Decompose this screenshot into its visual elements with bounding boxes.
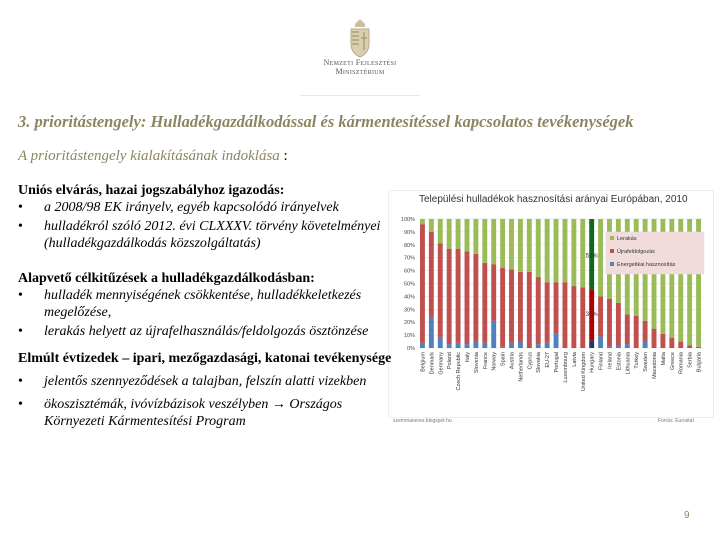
page-title: 3. prioritástengely: Hulladékgazdálkodással és kármentesítéssel kapcsolatos tevékenységek xyxy=(18,112,634,131)
bar--jrafeldolgoz-s xyxy=(527,272,532,348)
chart-source-right: Forrás: Eurostat xyxy=(658,418,694,424)
bar--jrafeldolgoz-s xyxy=(625,314,630,344)
bar-energetikai-hasznos-t-s xyxy=(545,343,550,348)
x-tick-label: Luxembourg xyxy=(562,352,569,383)
y-tick-label: 70% xyxy=(403,255,415,262)
bar--jrafeldolgoz-s xyxy=(669,338,674,348)
bar--jrafeldolgoz-s xyxy=(438,244,443,338)
x-tick-label: Macedonia xyxy=(652,352,659,379)
bar-energetikai-hasznos-t-s xyxy=(598,336,603,348)
x-tick-label: Lithuania xyxy=(625,352,632,375)
divider xyxy=(300,95,420,96)
bar-energetikai-hasznos-t-s xyxy=(491,321,496,348)
x-tick-label: Estonia xyxy=(616,352,623,371)
bullet-item: • hulladék mennyiségének csökkentése, hulladékkeletkezés megelőzése, xyxy=(18,287,398,321)
bar-lerak-s xyxy=(420,219,425,224)
bar-lerak-s xyxy=(518,219,523,272)
bar--jrafeldolgoz-s xyxy=(643,321,648,342)
bar-energetikai-hasznos-t-s xyxy=(589,340,594,348)
x-tick-label: Netherlands xyxy=(518,352,525,382)
bar--jrafeldolgoz-s xyxy=(660,334,665,348)
logo-line-1: Nemzeti Fejlesztési xyxy=(323,58,397,67)
page-subtitle xyxy=(18,148,288,165)
bar--jrafeldolgoz-s xyxy=(616,303,621,346)
x-tick-label: Austria xyxy=(509,352,516,370)
subtitle-text: A prioritástengely kialakításának indoklása xyxy=(18,148,280,164)
x-tick-label: Greece xyxy=(669,352,676,371)
bar-energetikai-hasznos-t-s xyxy=(518,342,523,348)
bar-lerak-s xyxy=(527,219,532,272)
y-tick-label: 60% xyxy=(403,268,415,275)
bar--jrafeldolgoz-s xyxy=(447,249,452,344)
x-tick-label: Poland xyxy=(447,352,454,370)
bar-lerak-s xyxy=(598,219,603,296)
ministry-logo xyxy=(318,18,402,76)
bar-lerak-s xyxy=(456,219,461,249)
bar-lerak-s xyxy=(554,219,559,282)
x-tick-label: Romania xyxy=(678,352,685,375)
bar-lerak-s xyxy=(447,219,452,249)
bar-lerak-s xyxy=(473,219,478,254)
legend-swatch xyxy=(610,262,614,266)
bar--jrafeldolgoz-s xyxy=(687,345,692,348)
bar-lerak-s xyxy=(438,219,443,244)
page-number: 9 xyxy=(684,510,690,521)
bar--jrafeldolgoz-s xyxy=(482,263,487,343)
bar--jrafeldolgoz-s xyxy=(545,282,550,343)
bullet-item: • hulladékról szóló 2012. évi CLXXXV. törvény követelményei (hulladékgazdálkodás közszolgáltatás) xyxy=(18,218,398,252)
bar-energetikai-hasznos-t-s xyxy=(473,342,478,348)
bar--jrafeldolgoz-s xyxy=(518,272,523,342)
x-tick-label: Germany xyxy=(438,352,445,375)
bullet-item: • ökoszisztémák, ivóvízbázisok veszélyben → Országos Környezeti Kármentesítési Program xyxy=(18,396,398,430)
y-tick-label: 100% xyxy=(400,217,415,223)
bar--jrafeldolgoz-s xyxy=(571,286,576,348)
x-tick-label: Czech Republic xyxy=(456,352,463,391)
body-text xyxy=(18,182,398,430)
x-tick-label: Slovakia xyxy=(536,352,543,373)
x-tick-label: Serbia xyxy=(687,352,694,368)
bar-energetikai-hasznos-t-s xyxy=(554,334,559,348)
y-tick-label: 10% xyxy=(403,333,415,340)
bullet-item: • jelentős szennyeződések a talajban, felszín alatti vizekben xyxy=(18,373,398,390)
x-tick-label: Latvia xyxy=(571,352,578,367)
x-tick-label: Hungary xyxy=(589,352,596,373)
y-tick-label: 90% xyxy=(403,229,415,236)
bar--jrafeldolgoz-s xyxy=(536,277,541,344)
bar-lerak-s xyxy=(491,219,496,264)
bar-lerak-s xyxy=(563,219,568,282)
x-tick-label: Denmark xyxy=(429,352,436,375)
x-tick-label: Turkey xyxy=(634,352,641,369)
section-heading: Uniós elvárás, hazai jogszabályhoz igazodás: xyxy=(18,183,285,198)
y-tick-label: 80% xyxy=(403,242,415,249)
annotation-label: 39% xyxy=(585,311,598,318)
bar-lerak-s xyxy=(500,219,505,268)
bar--jrafeldolgoz-s xyxy=(678,342,683,348)
chart-source-left: szemmaneres.blogspot.hu xyxy=(393,418,452,424)
bar-lerak-s xyxy=(429,219,434,232)
y-tick-label: 40% xyxy=(403,294,415,301)
bar--jrafeldolgoz-s xyxy=(607,299,612,347)
legend-label: Energetikai hasznosítás xyxy=(617,262,676,268)
logo-line-2: Minisztérium xyxy=(335,67,385,76)
x-tick-label: Norway xyxy=(491,352,498,371)
section-heading: Alapvető célkitűzések a hulladékgazdálkodásban: xyxy=(18,271,315,286)
x-tick-label: Finland xyxy=(598,352,605,371)
x-tick-label: Sweden xyxy=(643,352,650,372)
legend-label: Újrafeldolgozás xyxy=(617,249,655,255)
x-tick-label: Portugal xyxy=(554,352,561,373)
legend-swatch xyxy=(610,236,614,240)
x-tick-label: Slovenia xyxy=(473,352,480,374)
x-tick-label: United Kingdom xyxy=(580,352,587,392)
legend-swatch xyxy=(610,249,614,253)
x-tick-label: Belgium xyxy=(420,352,427,372)
y-tick-label: 30% xyxy=(403,307,415,314)
bar-energetikai-hasznos-t-s xyxy=(420,343,425,348)
x-tick-label: Spain xyxy=(500,352,507,367)
bar-lerak-s xyxy=(571,219,576,286)
x-tick-label: Malta xyxy=(660,352,667,366)
bar-energetikai-hasznos-t-s xyxy=(509,343,514,348)
x-tick-label: Italy xyxy=(464,352,471,363)
bar--jrafeldolgoz-s xyxy=(634,316,639,348)
bar--jrafeldolgoz-s xyxy=(429,232,434,317)
bar-lerak-s xyxy=(482,219,487,263)
bar--jrafeldolgoz-s xyxy=(456,249,461,343)
x-tick-label: Cyprus xyxy=(527,352,534,370)
bar--jrafeldolgoz-s xyxy=(473,254,478,342)
chart-canvas xyxy=(389,191,713,417)
bar-lerak-s xyxy=(580,219,585,287)
y-tick-label: 50% xyxy=(403,281,415,288)
bar--jrafeldolgoz-s xyxy=(563,282,568,348)
bar-energetikai-hasznos-t-s xyxy=(616,345,621,348)
y-tick-label: 20% xyxy=(403,320,415,327)
bar-energetikai-hasznos-t-s xyxy=(536,344,541,348)
bar-energetikai-hasznos-t-s xyxy=(447,344,452,348)
section-heading: Elmúlt évtizedek – ipari, mezőgazdasági, katonai tevékenysége xyxy=(18,351,392,366)
bar-energetikai-hasznos-t-s xyxy=(456,343,461,348)
bar-energetikai-hasznos-t-s xyxy=(607,347,612,348)
bar--jrafeldolgoz-s xyxy=(491,264,496,321)
bar-energetikai-hasznos-t-s xyxy=(465,344,470,348)
x-tick-label: Bulgaria xyxy=(696,352,703,373)
bar--jrafeldolgoz-s xyxy=(598,296,603,336)
bar-energetikai-hasznos-t-s xyxy=(643,342,648,348)
bar--jrafeldolgoz-s xyxy=(696,347,701,348)
x-tick-label: Ireland xyxy=(607,352,614,369)
bar-energetikai-hasznos-t-s xyxy=(438,338,443,348)
bar-energetikai-hasznos-t-s xyxy=(429,317,434,348)
bar--jrafeldolgoz-s xyxy=(420,224,425,343)
recycling-chart xyxy=(388,190,714,418)
chart-title: Települési hulladékok hasznosítási arányai Európában, 2010 xyxy=(419,194,688,205)
x-tick-label: EU-27 xyxy=(545,352,552,368)
annotation-label: 55% xyxy=(585,253,598,260)
bar--jrafeldolgoz-s xyxy=(500,268,505,347)
bar--jrafeldolgoz-s xyxy=(509,269,514,343)
bar-energetikai-hasznos-t-s xyxy=(482,343,487,348)
bar-lerak-s xyxy=(509,219,514,269)
bar-lerak-s xyxy=(465,219,470,251)
bullet-item: • a 2008/98 EK irányelv, egyéb kapcsolódó irányelvek xyxy=(18,199,398,216)
bar-lerak-s xyxy=(536,219,541,277)
bar--jrafeldolgoz-s xyxy=(652,329,657,348)
subtitle-colon: : xyxy=(283,148,288,164)
bar-energetikai-hasznos-t-s xyxy=(500,347,505,348)
bar-lerak-s xyxy=(545,219,550,282)
bullet-item: • lerakás helyett az újrafelhasználás/feldolgozás ösztönzése xyxy=(18,323,398,340)
coat-of-arms-icon xyxy=(347,18,373,58)
bar--jrafeldolgoz-s xyxy=(554,282,559,334)
bar--jrafeldolgoz-s xyxy=(580,287,585,348)
bar-energetikai-hasznos-t-s xyxy=(625,344,630,348)
legend-label: Lerakás xyxy=(617,236,637,242)
bar--jrafeldolgoz-s xyxy=(465,251,470,344)
y-tick-label: 0% xyxy=(407,346,415,352)
x-tick-label: France xyxy=(482,352,489,370)
